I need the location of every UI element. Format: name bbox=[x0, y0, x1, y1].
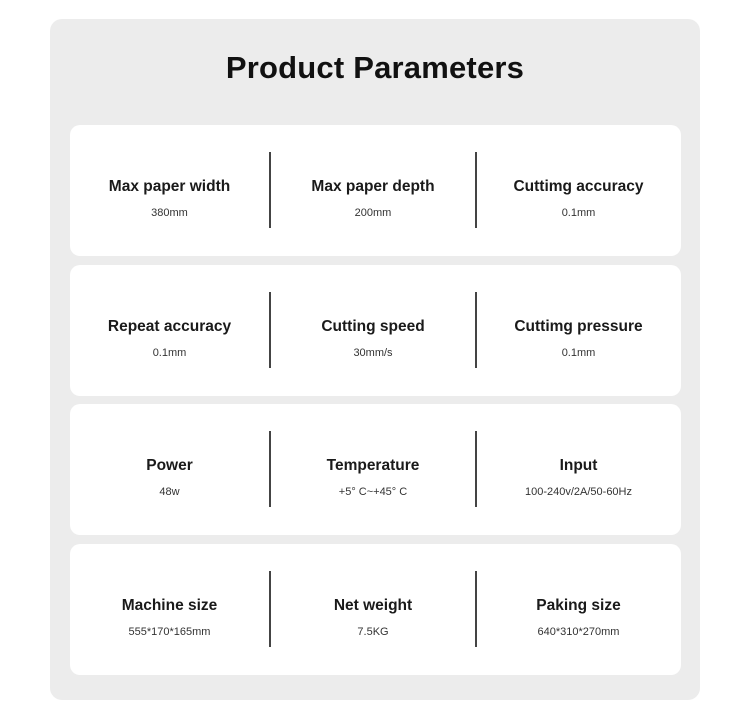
parameter-label: Temperature bbox=[326, 457, 420, 474]
parameter-cell bbox=[476, 544, 681, 675]
parameter-row bbox=[70, 404, 681, 535]
parameter-label: Max paper depth bbox=[311, 178, 435, 195]
parameter-row bbox=[70, 125, 681, 256]
parameter-label: Power bbox=[146, 457, 193, 474]
parameter-cell bbox=[70, 544, 269, 675]
parameter-cell bbox=[70, 265, 269, 396]
parameter-value: 200mm bbox=[354, 207, 392, 219]
parameter-cell bbox=[70, 404, 269, 535]
parameter-cell bbox=[270, 265, 476, 396]
parameter-value: 48w bbox=[159, 486, 180, 498]
parameter-value: 7.5KG bbox=[357, 626, 389, 638]
parameter-value: +5° C~+45° C bbox=[338, 486, 408, 498]
parameter-value: 0.1mm bbox=[561, 207, 596, 219]
parameter-cell bbox=[476, 265, 681, 396]
parameter-label: Machine size bbox=[121, 597, 218, 614]
parameter-value: 640*310*270mm bbox=[537, 626, 620, 638]
parameter-value: 0.1mm bbox=[561, 347, 596, 359]
parameter-value: 30mm/s bbox=[353, 347, 393, 359]
parameter-label: Input bbox=[559, 457, 598, 474]
parameter-label: Net weight bbox=[333, 597, 413, 614]
parameter-value: 100-240v/2A/50-60Hz bbox=[524, 486, 632, 498]
parameter-label: Max paper width bbox=[108, 178, 231, 195]
parameter-cell bbox=[476, 404, 681, 535]
parameter-label: Cuttimg accuracy bbox=[513, 178, 644, 195]
parameter-label: Repeat accuracy bbox=[107, 318, 232, 335]
parameter-cell bbox=[70, 125, 269, 256]
parameter-value: 380mm bbox=[151, 207, 188, 219]
parameter-row bbox=[70, 265, 681, 396]
page-title: Product Parameters bbox=[225, 50, 525, 85]
parameter-value: 555*170*165mm bbox=[128, 626, 211, 638]
parameter-label: Paking size bbox=[536, 597, 621, 614]
parameter-cell bbox=[270, 544, 476, 675]
parameter-cell bbox=[270, 404, 476, 535]
parameter-label: Cutting speed bbox=[321, 318, 425, 335]
parameter-row bbox=[70, 544, 681, 675]
parameter-cell bbox=[270, 125, 476, 256]
parameter-label: Cuttimg pressure bbox=[514, 318, 643, 335]
parameter-cell bbox=[476, 125, 681, 256]
parameter-value: 0.1mm bbox=[152, 347, 187, 359]
